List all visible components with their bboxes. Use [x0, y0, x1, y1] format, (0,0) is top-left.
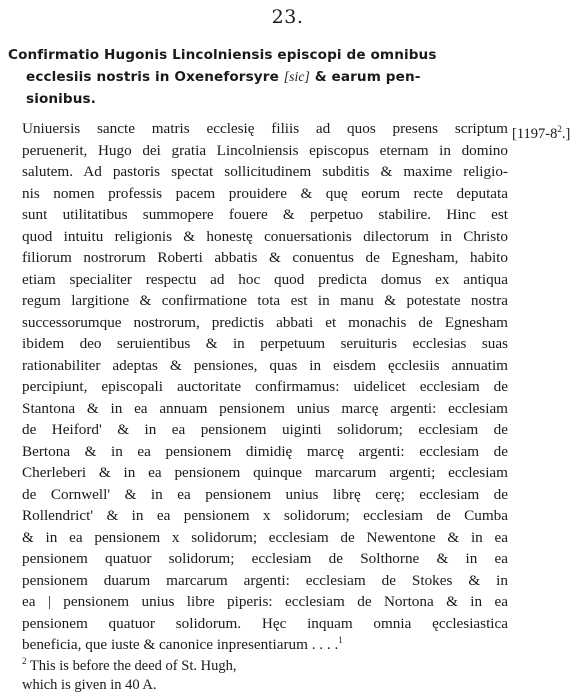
body-line: sunt utilitatibus summopere fouere & perpetuo stabilire. Hinc est — [22, 206, 508, 223]
body-line: Rollendrict' & in ea pensionem x solidorum; ecclesiam de Cumba — [22, 507, 508, 524]
body-line: Stantona & in ea annuam pensionem unius marcę argenti: ecclesiam — [22, 399, 508, 417]
body-line: Cherleberi & in ea pensionem quinque marcarum argenti; ecclesiam — [22, 464, 508, 481]
body-line: Bertona & in ea pensionem dimidię marcę argenti: ecclesiam de — [22, 442, 508, 460]
heading-line-3: sionibus. — [26, 91, 96, 107]
body-line: regum largitione & confirmatione tota est in manu & potestate nostra — [22, 292, 508, 309]
footnote-line-1 — [22, 652, 322, 676]
body-line: ibidem deo seruientibus & in perpetuum seruituris ecclesias suas — [22, 335, 508, 352]
footnote-ref: 1 — [338, 634, 343, 645]
charter-body — [22, 118, 508, 656]
page-number: 23. — [271, 6, 304, 28]
heading-line-2b: & earum pen- — [309, 69, 421, 85]
body-line: etiam specialiter respectu ad hoc quod predicta domus ex antiqua — [22, 270, 508, 288]
body-line: peruenerit, Hugo dei gratia Lincolniensis episcopus eternam in domino — [22, 141, 508, 159]
body-line-text: beneficia, que iuste & canonice inpresentiarum . . . . — [22, 636, 339, 653]
body-line: pensionem quatuor solidorum. Hęc inquam omnia ęcclesiastica — [22, 614, 508, 632]
footnote — [22, 652, 322, 695]
body-line: pensionem quatuor solidorum; ecclesiam de Solthorne & in ea — [22, 550, 508, 567]
heading-line-2a: ecclesiis nostris in Oxeneforsyre — [26, 69, 284, 85]
body-line: percipiunt, episcopali auctoritate confirmamus: uidelicet ecclesiam de — [22, 378, 508, 395]
body-line: salutem. Ad pastoris spectat sollicitudinem subditis & maxime religio- — [22, 163, 508, 180]
footnote-line-2: which is given in 40 A. — [22, 676, 157, 693]
body-line: pensionem duarum marcarum argenti: ecclesiam de Stokes & in — [22, 571, 508, 589]
heading-line-1: Confirmatio Hugonis Lincolniensis episcopi de omnibus — [8, 47, 437, 63]
body-line: successorumque nostrorum, predictis abbati et monachis de Egnesham — [22, 313, 508, 331]
margin-date: [1197-8 — [512, 125, 558, 142]
body-line: Uniuersis sancte matris ecclesię filiis ad quos presens scriptum — [22, 120, 508, 137]
body-line: rationabiliter adeptas & pensiones, quas in eisdem ęcclesiis annuatim — [22, 356, 508, 374]
footnote-number: 2 — [22, 656, 27, 666]
footnote-text-1: This is before the deed of St. Hugh, — [26, 657, 237, 674]
body-line: & in ea pensionem x solidorum; ecclesiam de Newentone & in ea — [22, 528, 508, 546]
margin-date-note — [512, 124, 570, 143]
charter-heading — [8, 44, 508, 110]
body-line: de Cornwell' & in ea pensionem unius librę cerę; ecclesiam de — [22, 485, 508, 503]
body-line: filiorum nostrorum Roberti abbatis & conuentus de Egnesham, habito — [22, 249, 508, 266]
margin-date-footnote-ref: 2 — [557, 124, 562, 134]
body-line: de Heiford' & in ea pensionem uiginti solidorum; ecclesiam de — [22, 421, 508, 438]
margin-date-close: .] — [561, 125, 571, 142]
body-line: ea | pensionem unius libre piperis: ecclesiam de Nortona & in ea — [22, 593, 508, 610]
body-line: quod intuitu religionis & honestę conuersationis dilectorum in Christo — [22, 227, 508, 245]
sic-marker: [sic] — [283, 69, 310, 84]
body-line: nis nomen professis pacem prouidere & quę eorum recte deputata — [22, 184, 508, 202]
heading-line-2 — [8, 66, 508, 88]
